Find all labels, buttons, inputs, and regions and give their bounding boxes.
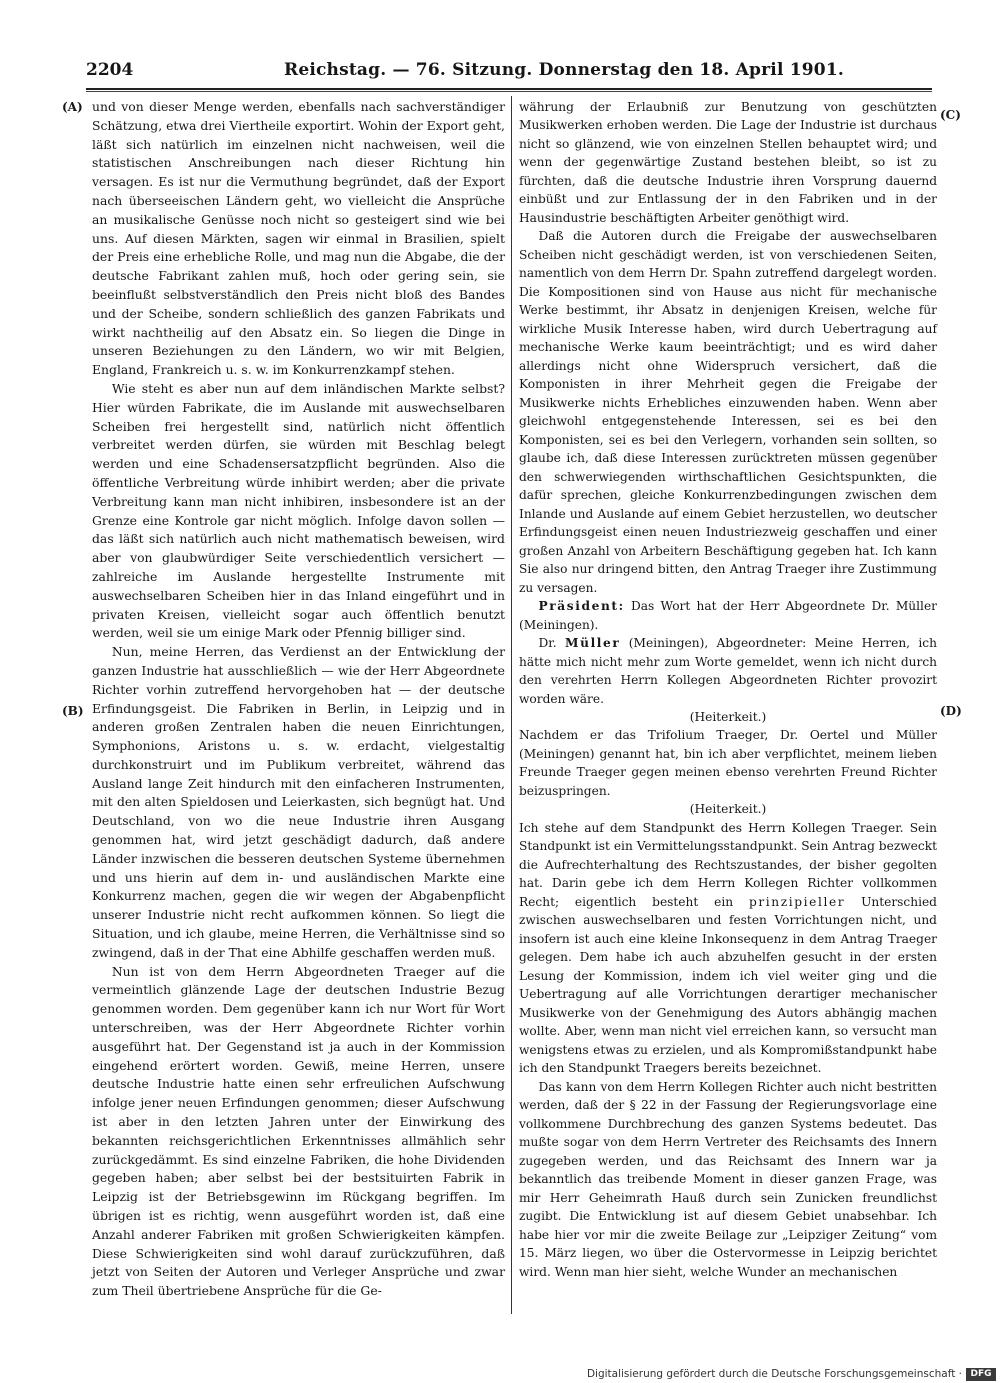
dfg-logo: DFG	[966, 1368, 996, 1381]
column-divider	[511, 96, 512, 1314]
president-statement	[519, 597, 937, 634]
paragraph: Das kann von dem Herrn Kollegen Richter auch nicht bestritten werden, daß der § 22 in der Fassung der Regierungsvorlage eine vollkommene Durchbrechung des ganzen Systems bedeutet. Das mußte sogar von dem Herrn Vertreter des Reichsamts des Innern zugegeben werden, und das Reichsamt des Innern war ja bekanntlich das treibende Moment in dieser ganzen Frage, was mir Herr Geheimrath Hauß durch sein Zunicken freundlichst zugibt. Die Entwicklung ist auf diesem Gebiet unabsehbar. Ich habe hier vor mir die zweite Beilage zur „Leipziger Zeitung“ vom 15. März liegen, wo über die Ostervormesse in Leipzig berichtet wird. Wenn man hier sieht, welche Wunder an mechanischen	[519, 1079, 937, 1279]
paragraph: währung der Erlaubniß zur Benutzung von geschützten Musikwerken erhoben werden. Die Lage der Industrie ist durchaus nicht so glänzend, wie von einzelnen Stellen behauptet wird; und wenn der gegenwärtige Zustand bestehen bleibt, so ist zu fürchten, daß die deutsche Industrie ihren Vorsprung dauernd einbüßt und zur Entlassung der in den Fabriken und in der Hausindustrie beschäftigten Arbeiter genöthigt wird.	[519, 100, 937, 225]
speaker-label-president: Präsident:	[538, 599, 625, 614]
speaker-statement	[519, 634, 937, 708]
margin-marker-a: (A)	[62, 100, 83, 114]
footer-credit: Digitalisierung gefördert durch die Deutsche Forschungsgemeinschaft ·	[586, 1368, 962, 1380]
text-run: Unterschied zwischen auswechselbaren und festen Vorrichtungen nicht, und insofern ist auch eine kleine Inkonsequenz in dem Antrag Traeger gelegen. Dem habe ich auch abzuhelfen gesucht in der ersten Lesung der Kommission, indem ich viel weiter ging und die Uebertragung auf alle Vorrichtungen derartiger mechanischer Musikwerke von der Genehmigung des Autors abhängig machen wollte. Aber, wenn man nicht viel erreichen kann, so versucht man wenigstens etwas zu erzielen, und als Kompromißstandpunkt habe ich den Standpunkt Traegers bereits bezeichnet.	[519, 894, 937, 1076]
paragraph: Daß die Autoren durch die Freigabe der auswechselbaren Scheiben nicht geschädigt werden, ist von verschiedenen Seiten, namentlich von dem Herrn Dr. Spahn zutreffend dargelegt worden. Die Kompositionen sind von Hause aus nicht für mechanische Werke bestimmt, ihr Absatz in denjenigen Kreisen, welche für wirkliche Musik Interesse haben, wird durch Uebertragung auf mechanische Werke kaum beeinträchtigt; und es wird daher allerdings nicht ohne Widerspruch versichert, daß die Komponisten in ihrer Mehrheit gegen die Freigabe der Musikwerke nichts Erhebliches einzuwenden haben. Wenn aber gleichwohl entgegenstehende Interessen, sei es bei den Komponisten, sei es bei den Verlegern, vorhanden sein sollten, so glaube ich, daß diese Interessen zurücktreten müssen gegenüber den schwerwiegenden wirthschaftlichen Gesichtspunkten, die dafür sprechen, gleiche Konkurrenzbedingungen zwischen dem Inlande und Auslande auf einem Gebiet herzustellen, wo deutscher Erfindungsgeist einen neuen Industriezweig geschaffen und einer großen Anzahl von Arbeitern Beschäftigung gegeben hat. Ich kann Sie also nur dringend bitten, den Antrag Traeger ihre Zustimmung zu versagen.	[519, 229, 937, 595]
paragraph: Nun, meine Herren, das Verdienst an der Entwicklung der ganzen Industrie hat ausschließlich — wie der Herr Abgeordnete Richter vorhin zutreffend hervorgehoben hat — der deutsche Erfindungsgeist. Die Fabriken in Berlin, in Leipzig und in anderen großen Zentralen haben die neuen Einrichtungen, Symphonions, Aristons u. s. w. erdacht, vielgestaltig durchkonstruirt und im Publikum verbreitet, während das Ausland lange Zeit hindurch mit den einfacheren Instrumenten, mit den alten Spieldosen und Leierkasten, sich begnügt hat. Und Deutschland, von wo die neue Industrie ihren Ausgang genommen hat, wird jetzt geschädigt dadurch, daß andere Länder inzwischen die besseren deutschen Systeme übernehmen und uns hierin auf dem in- und ausländischen Markte eine Konkurrenz machen, gegen die wir wegen der Abgabenpflicht unserer Industrie nicht recht aufkommen können. So liegt die Situation, und ich glaube, meine Herren, die Verhältnisse sind so zwingend, daß in der That eine Abhilfe geschaffen werden muß.	[92, 644, 505, 960]
text-run: Ich stehe auf dem Standpunkt des Herrn Kollegen Traeger. Sein Standpunkt ist ein Vermittelungsstandpunkt. Sein Antrag bezweckt die Aufrechterhaltung des Rechtszustandes, der bisher gegolten hat. Darin gebe ich dem Herrn Kollegen Richter vollkommen Recht; eigentlich besteht ein	[519, 820, 937, 909]
margin-marker-c: (C)	[940, 108, 961, 122]
left-column	[92, 98, 505, 1301]
margin-marker-d: (D)	[940, 704, 962, 718]
header-rule-thin	[86, 91, 932, 92]
header-rule	[86, 88, 932, 90]
margin-marker-b: (B)	[62, 704, 84, 718]
page-title: Reichstag. — 76. Sitzung. Donnerstag den 18. April 1901.	[284, 60, 844, 80]
page-number: 2204	[86, 60, 134, 80]
paragraph: Nun ist von dem Herrn Abgeordneten Traeger auf die vermeintlich glänzende Lage der deutschen Industrie Bezug genommen worden. Dem gegenüber kann ich nur Wort für Wort unterschreiben, was der Herr Abgeordnete Richter vorhin ausgeführt hat. Der Gegenstand ist ja auch in der Kommission eingehend erörtert worden. Gewiß, meine Herren, unsere deutsche Industrie hatte einen sehr erfreulichen Aufschwung infolge jener neuen Erfindungen genommen; dieser Aufschwung ist aber in den letzten Jahren unter der Einwirkung des bekannten reichsgerichtlichen Erkenntnisses allmählich sehr zurückgedämmt. Es sind einzelne Fabriken, die hohe Dividenden gegeben haben; aber selbst bei der bestsituirten Fabrik in Leipzig ist der Betriebsgewinn im Rückgang begriffen. Im übrigen ist es richtig, wenn ausgeführt worden ist, daß eine Anzahl anderer Fabriken mit großen Schwierigkeiten kämpfen. Diese Schwierigkeiten sind wohl darauf zurückzuführen, daß jetzt von Seiten der Autoren und Verleger Ansprüche und zwar zum Theil übertriebene Ansprüche für die Ge-	[92, 963, 505, 1299]
speaker-name: Müller	[565, 636, 621, 651]
president-text: Das Wort hat der Herr Abgeordnete Dr. Müller (Meiningen).	[519, 599, 937, 632]
spaced-emphasis: prinzipieller	[748, 894, 846, 909]
stage-direction: (Heiterkeit.)	[689, 709, 767, 724]
speaker-text: (Meiningen), Abgeordneter: Meine Herren, ich hätte mich nicht mehr zum Worte gemeldet, wenn ich nicht durch den verehrten Herrn Kollegen Abgeordneten Richter provozirt worden wäre.	[519, 636, 937, 706]
paragraph: Wie steht es aber nun auf dem inländischen Markte selbst? Hier würden Fabrikate, die im Auslande mit auswechselbaren Scheiben frei hergestellt sind, natürlich nicht öffentlich verbreitet werden dürfen, sie würden mit Beschlag belegt werden und eine Schadensersatzpflicht begründen. Also die öffentliche Verbreitung würde inhibirt werden; aber die private Verbreitung kann man nicht inhibiren, insbesondere ist an der Grenze eine Kontrole gar nicht möglich. Infolge davon sollen — das läßt sich natürlich auch nicht mathematisch beweisen, wird aber von glaubwürdiger Seite verschiedentlich versichert — zahlreiche im Auslande hergestellte Instrumente mit auswechselbaren Scheiben hier in das Inland eingeführt und in privaten Kreisen, vielleicht sogar auch öffentlich benutzt werden, weil sie um einige Mark oder Pfennig billiger sind.	[92, 380, 505, 641]
digitization-footer	[586, 1368, 1000, 1383]
paragraph: und von dieser Menge werden, ebenfalls nach sachverständiger Schätzung, etwa drei Viertheile exportirt. Wohin der Export geht, läßt sich natürlich im einzelnen nicht nachweisen, weil die statistischen Anschreibungen nach dieser Richtung hin versagen. Es ist nur die Vermuthung begründet, daß der Export nach überseeischen Ländern geht, wo vielleicht die Ansprüche an musikalische Genüsse noch nicht so gesteigert sind wie bei uns. Auf diesen Märkten, sagen wir einmal in Brasilien, spielt der Preis eine erhebliche Rolle, und mag nun die Abgabe, die der deutsche Fabrikant zahlen muß, hoch oder gering sein, sie beeinflußt selbstverständlich den Preis nicht bloß des Bandes und der Scheibe, sondern schließlich des ganzen Fabrikats und wirkt nachtheilig auf den Absatz ein. So liegen die Dinge in unseren Beziehungen zu den Ländern, wo wir mit Belgien, England, Frankreich u. s. w. im Konkurrenzkampf stehen.	[92, 99, 505, 378]
paragraph	[519, 819, 937, 1078]
paragraph: Nachdem er das Trifolium Traeger, Dr. Oertel und Müller (Meiningen) genannt hat, bin ich aber verpflichtet, meinem lieben Freunde Traeger gegen meinen ebenso verehrten Freund Richter beizuspringen.	[519, 728, 937, 798]
speaker-prefix: Dr.	[538, 636, 566, 651]
stage-direction: (Heiterkeit.)	[689, 802, 767, 817]
page-header	[86, 58, 932, 84]
right-column	[519, 98, 937, 1281]
